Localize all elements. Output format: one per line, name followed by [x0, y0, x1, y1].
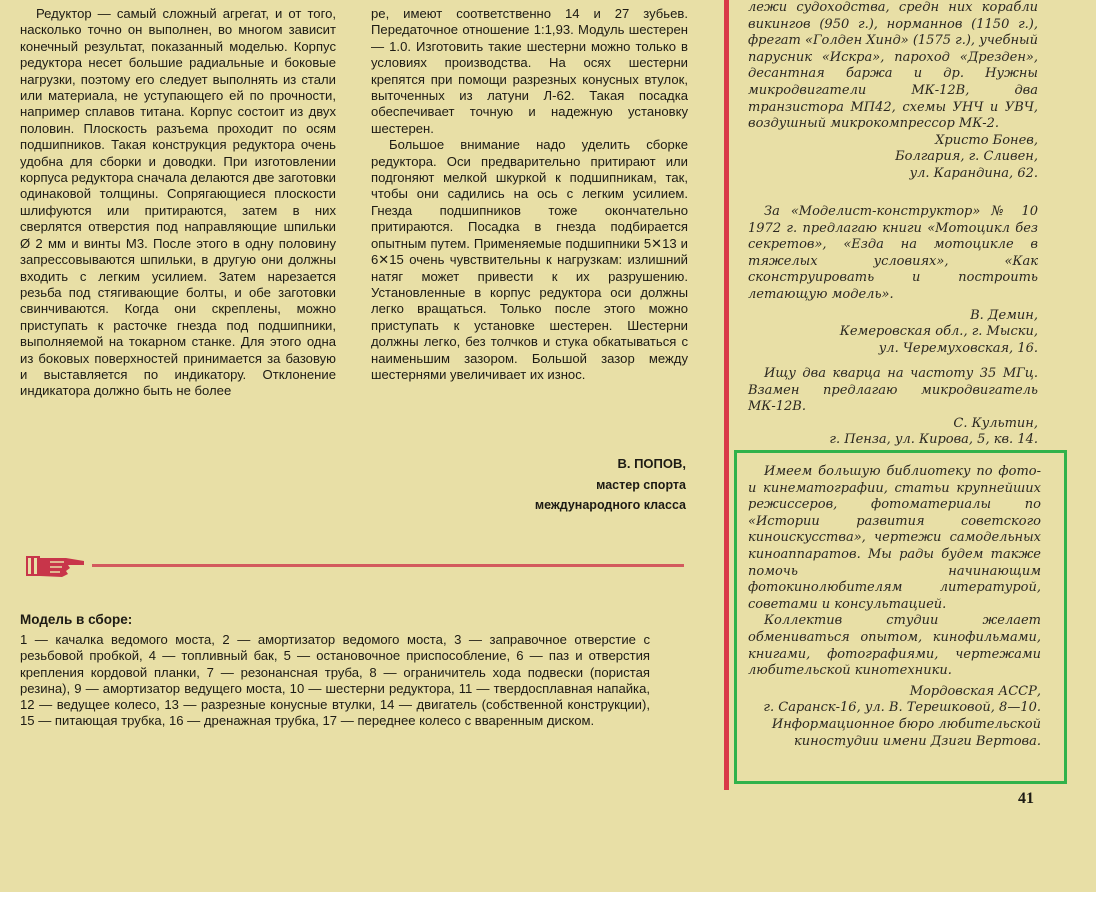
letter-region: Мордовская АССР, — [909, 683, 1041, 699]
page-number: 41 — [1018, 790, 1034, 807]
caption-text: 1 — качалка ведомого моста, 2 — амортизатор ведомого моста, 3 — заправочное отверстие с резьбовой пробкой, 4 — топливный бак, 5 — остановочное приспособление, 6 — паз и отверстия крепления кордовой планки, 7 — резонансная труба, 8 — ограничитель хода подвески (пористая резина), 9 — амортизатор ведущего моста, 10 — шестерни редуктора, 11 — твердосплавная напайка, 12 — ведущее колесо, 13 — разрезные конусные втулки, 14 — двигатель (собственной конструкции), 15 — питающая трубка, 16 — дренажная трубка, 17 — переднее колесо с вваренным диском. — [20, 632, 650, 729]
author-name: В. ПОПОВ, — [617, 456, 686, 471]
letter-street: ул. Черемуховская, 16. — [878, 340, 1038, 356]
article-paragraph: Большое внимание надо уделить сборке редуктора. Оси предварительно притирают или подгоняют мелкой шкуркой к подшипникам, так, чтобы они садились на ось с легким усилием. Гнезда подшипников тоже окончательно притираются. Посадка в гнезда подбирается опытным путем. Применяемые подшипники 5✕13 и 6✕15 очень чувствительны к нагрузкам: излишний натяг может привести к их разрушению. Установленные в корпус редуктора оси должны легко вращаться. Только после этого можно приступать к установке шестерен. Шестерни должны легко, без толчков и стука обкатываться с наименьшим зазором. Большой зазор между шестернями увеличивает их износ. — [371, 137, 688, 382]
reader-letter — [748, 366, 1038, 449]
reader-letter — [748, 204, 1038, 357]
letter-text: лежи судоходства, средн них корабли викингов (950 г.), норманнов (1150 г.), фрегат «Голден Хинд» (1575 г.), учебный парусник «Искра», пароход «Дрезден», десантная баржа и др. Нужны микродвигатели МК-12В, два транзистора МП42, схемы УНЧ и УВЧ, воздушный микрокомпрессор МК-2. — [748, 0, 1038, 132]
letter-text: За «Моделист-конструктор» № 10 1972 г. предлагаю книги «Мотоцикл без секретов», «Езда на мотоцикле в тяжелых условиях», «Как сконструировать и построить летающую модель». — [748, 204, 1038, 302]
pointing-hand-icon — [26, 552, 88, 580]
reader-letter — [748, 0, 1038, 183]
highlight-box — [734, 450, 1067, 784]
letter-place: Болгария, г. Сливен, — [895, 149, 1038, 165]
letter-text: Ищу два кварца на частоту 35 МГц. Взамен предлагаю микродвигатель МК-12В. — [748, 366, 1038, 415]
scan-margin — [0, 892, 1096, 909]
author-title: мастер спорта — [596, 478, 686, 492]
letter-author: В. Демин, — [970, 307, 1038, 323]
column-divider-red — [724, 0, 729, 790]
letter-text-2: Коллектив студии желает обмениваться опытом, кинофильмами, книгами, фотографиями, чертежами любительской кинотехники. — [748, 613, 1041, 679]
author-title-2: международного класса — [534, 498, 686, 512]
letter-author: Христо Бонев, — [935, 132, 1038, 148]
article-paragraph-lead: ре, имеют соответственно 14 и 27 зубьев. Передаточное отношение 1:1,93. Модуль шестерен — 1.0. Изготовить такие шестерни можно только в условиях производства. На осях шестерни крепятся при помощи разрезных конусных втулок, выточенных из латуни Л-62. Такая посадка обеспечивает точную и надежную установку шестерен. — [371, 6, 688, 136]
article-column-right — [371, 6, 688, 383]
letter-address: г. Саранск-16, ул. В. Терешковой, 8—10. Информационное бюро любительской киностудии имени Дзиги Вертова. — [763, 700, 1041, 749]
letter-place: Кемеровская обл., г. Мыски, — [839, 324, 1038, 340]
section-divider — [92, 564, 684, 567]
letter-street: ул. Карандина, 62. — [909, 165, 1038, 181]
letter-text: Имеем большую библиотеку по фото- и кинематографии, статьи крупнейших режиссеров, фотоматериалы по «Истории развития советского киноискусства», чертежи самодельных киноаппаратов. Мы рады будем также помочь начинающим фотокинолюбителям литературой, советами и консультацией. — [748, 464, 1041, 612]
article-column-left — [20, 6, 336, 400]
letter-place: г. Пенза, ул. Кирова, 5, кв. 14. — [829, 432, 1038, 448]
article-paragraph: Редуктор — самый сложный агрегат, и от того, насколько точно он выполнен, во многом зависит конечный результат, показанный моделью. Корпус редуктора несет большие радиальные и боковые нагрузки, поэтому его следует выполнять из стали или материала, не уступающего ей по прочности, например сплавов титана. Корпус состоит из двух половин. Плоскость разъема проходит по осям подшипников. Такая конструкция редуктора очень удобна для сборки и доводки. При изготовлении корпуса редуктора сначала делаются две заготовки одинаковой толщины. Сопрягающиеся плоскости шлифуются или притираются, затем в них сверлятся отверстия под направляющие шпильки Ø 2 мм и винты М3. После этого в одну половину запрессовываются шпильки, в другую они должны входить с легким усилием. Затем нарезается резьба под стягивающие болты, и обе заготовки свинчиваются. Когда они скреплены, можно приступать к расточке гнезда под подшипники, выполняемой на токарном станке. Для этого одна из боковых поверхностей принимается за базовую и выставляется по индикатору. Отклонение индикатора должно быть не более — [20, 6, 336, 399]
caption-title: Модель в сборе: — [20, 612, 133, 627]
letter-author: С. Культин, — [953, 415, 1038, 431]
